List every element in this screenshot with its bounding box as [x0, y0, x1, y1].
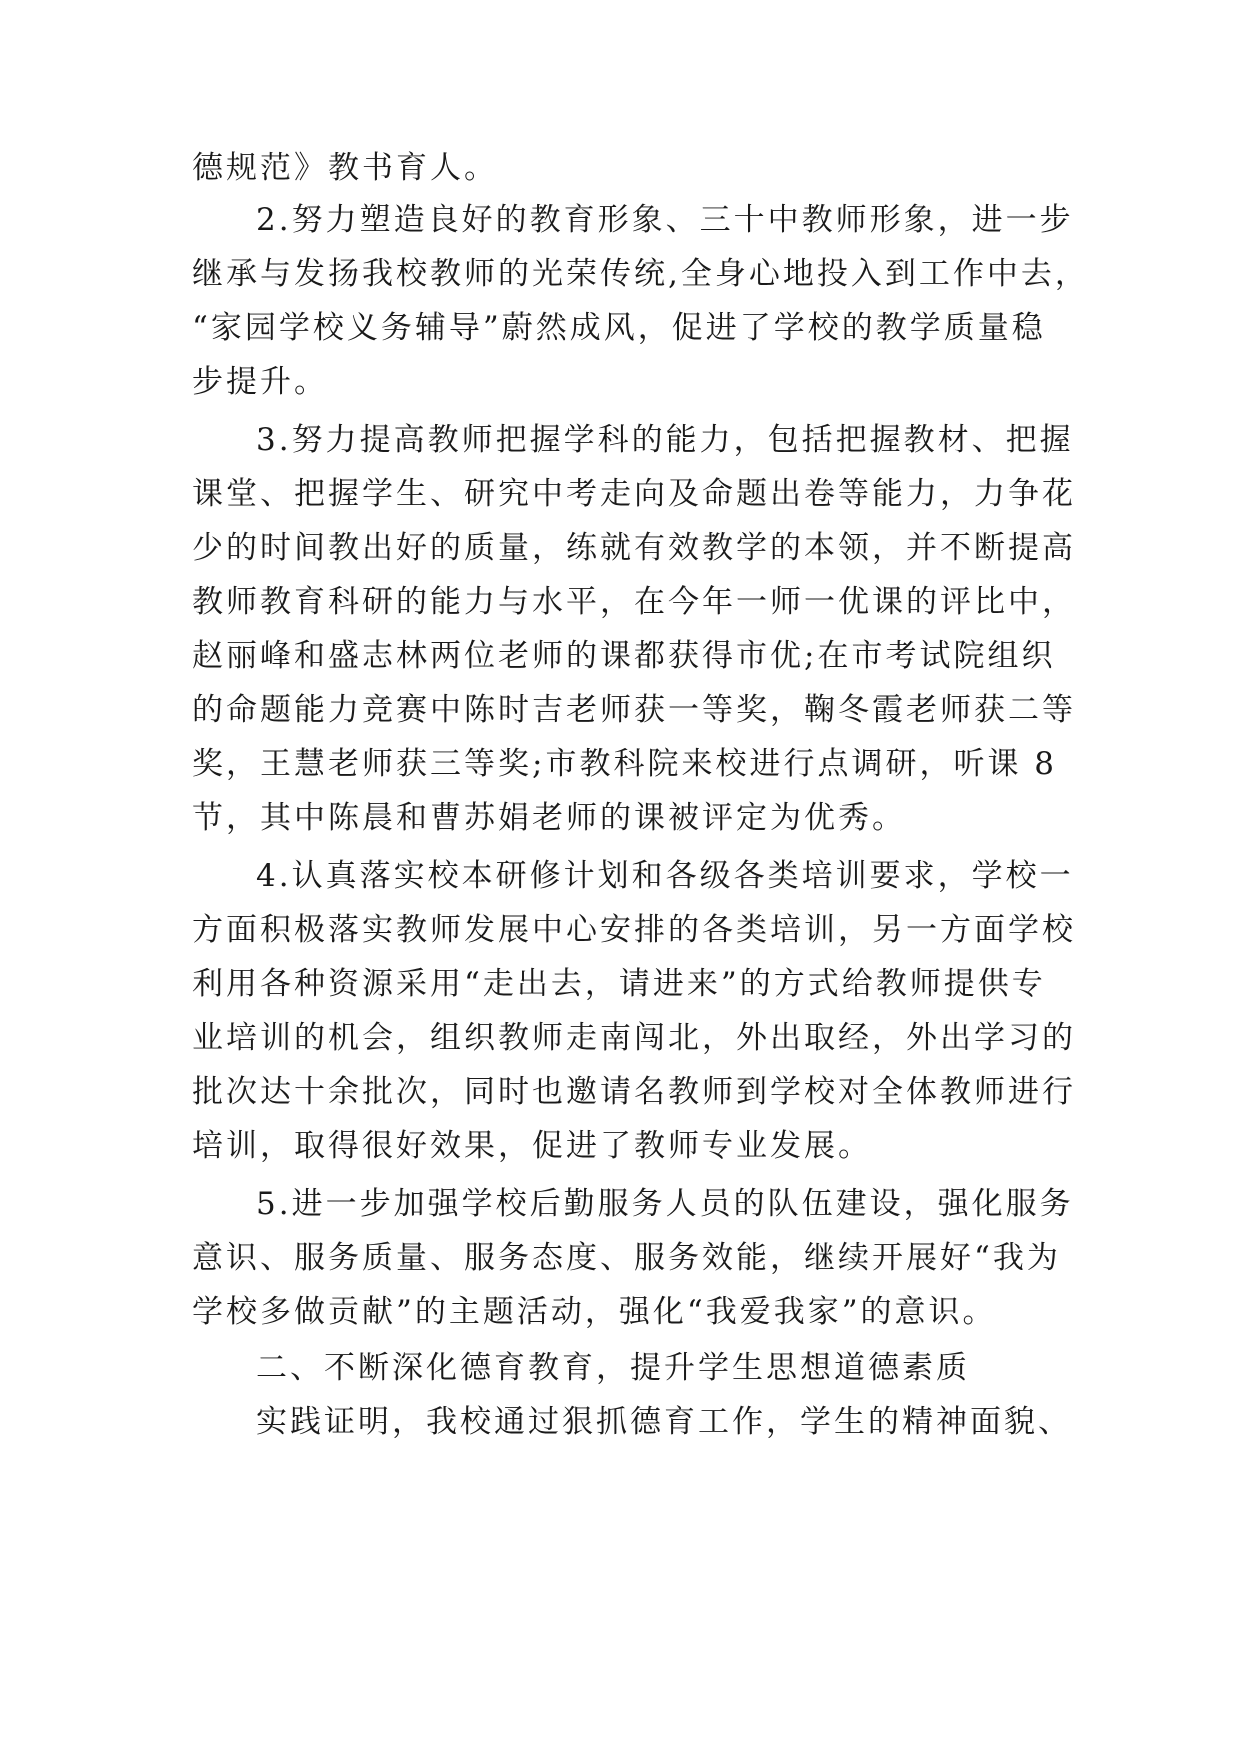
text-line: 的命题能力竞赛中陈时吉老师获一等奖，鞠冬霞老师获二等 — [192, 692, 1076, 728]
text-line: 2.努力塑造良好的教育形象、三十中教师形象，进一步 — [256, 202, 1074, 238]
text-line: 方面积极落实教师发展中心安排的各类培训，另一方面学校 — [192, 912, 1076, 948]
text-line: “家园学校义务辅导”蔚然成风，促进了学校的教学质量稳 — [192, 310, 1046, 346]
text-line: 教师教育科研的能力与水平，在今年一师一优课的评比中， — [192, 584, 1076, 620]
text-line: 5.进一步加强学校后勤服务人员的队伍建设，强化服务 — [256, 1186, 1074, 1222]
text-line: 少的时间教出好的质量，练就有效教学的本领，并不断提高 — [192, 530, 1076, 566]
text-line: 赵丽峰和盛志林两位老师的课都获得市优;在市考试院组织 — [192, 638, 1056, 674]
text-line: 继承与发扬我校教师的光荣传统,全身心地投入到工作中去， — [192, 256, 1089, 292]
text-line: 课堂、把握学生、研究中考走向及命题出卷等能力，力争花 — [192, 476, 1076, 512]
text-line: 4.认真落实校本研修计划和各级各类培训要求，学校一 — [256, 858, 1074, 894]
text-line: 利用各种资源采用“走出去，请进来”的方式给教师提供专 — [192, 966, 1046, 1002]
text-line: 3.努力提高教师把握学科的能力，包括把握教材、把握 — [256, 422, 1074, 458]
section-heading: 二、不断深化德育教育，提升学生思想道德素质 — [256, 1350, 970, 1386]
text-line: 德规范》教书育人。 — [192, 150, 498, 186]
text-line: 节，其中陈晨和曹苏娟老师的课被评定为优秀。 — [192, 800, 906, 836]
text-line: 步提升。 — [192, 364, 328, 400]
text-line: 培训，取得很好效果，促进了教师专业发展。 — [192, 1128, 872, 1164]
text-line: 批次达十余批次，同时也邀请名教师到学校对全体教师进行 — [192, 1074, 1076, 1110]
text-line: 业培训的机会，组织教师走南闯北，外出取经，外出学习的 — [192, 1020, 1076, 1056]
text-line: 奖，王慧老师获三等奖;市教科院来校进行点调研，听课 8 — [192, 746, 1058, 782]
text-line: 实践证明，我校通过狠抓德育工作，学生的精神面貌、 — [256, 1404, 1072, 1440]
text-line: 意识、服务质量、服务态度、服务效能，继续开展好“我为 — [192, 1240, 1061, 1276]
text-line: 学校多做贡献”的主题活动，强化“我爱我家”的意识。 — [192, 1294, 997, 1330]
